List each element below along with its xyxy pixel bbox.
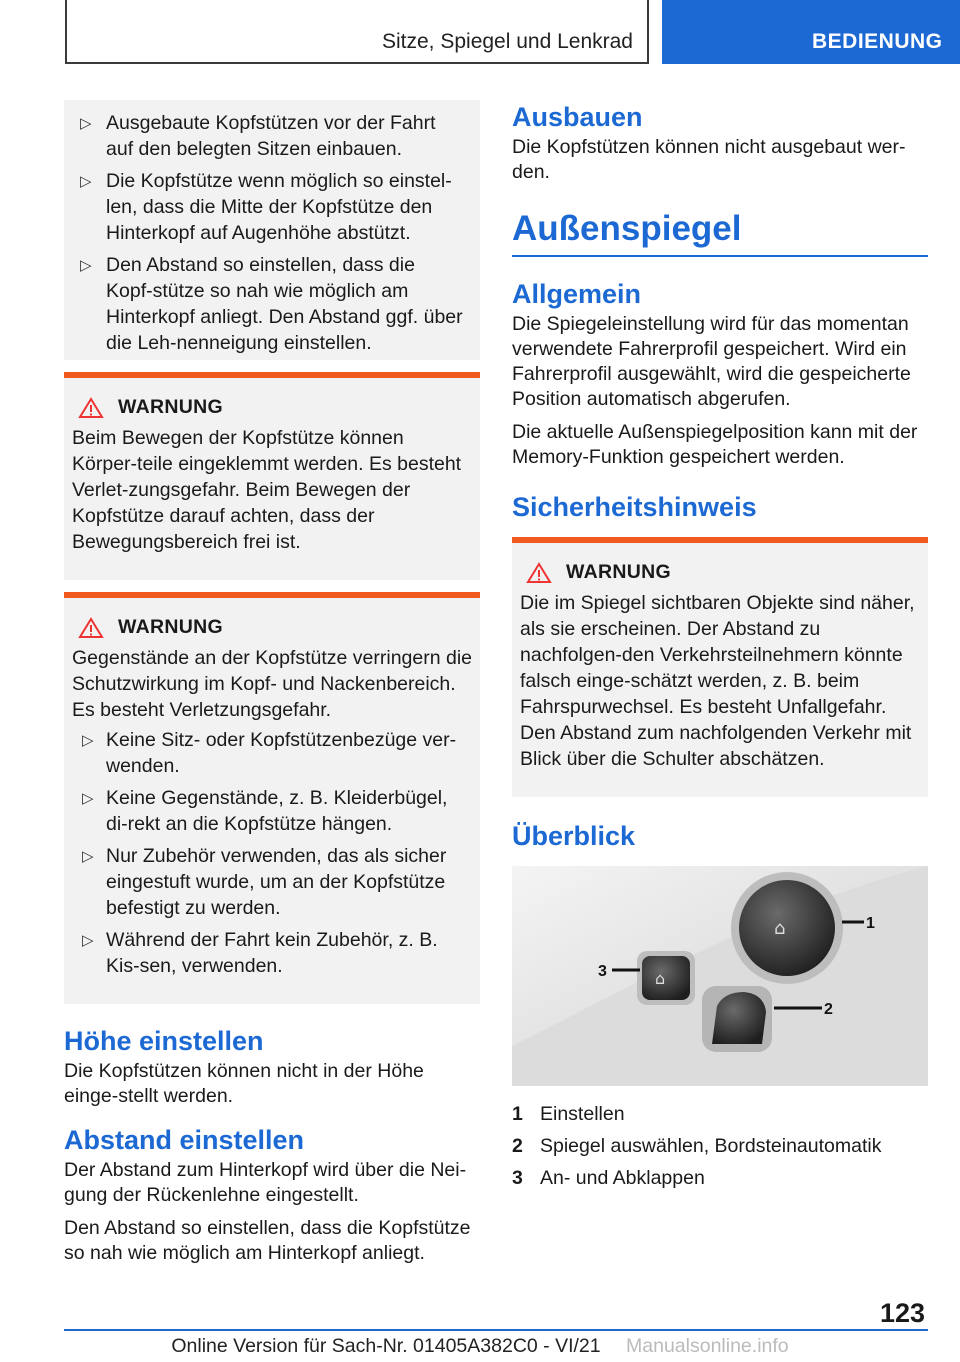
footer-divider xyxy=(64,1329,928,1331)
warning-triangle-icon xyxy=(78,617,104,639)
paragraph: Der Abstand zum Hinterkopf wird über die Nei‐gung der Rückenlehne eingestellt. xyxy=(64,1159,467,1206)
warning-heading: WARNUNG xyxy=(72,616,472,639)
section-heading-ueberblick: Überblick xyxy=(512,821,636,851)
left-column xyxy=(64,100,480,1266)
section-heading-sicherheit: Sicherheitshinweis xyxy=(512,492,757,522)
svg-text:⌂: ⌂ xyxy=(774,918,786,939)
footer xyxy=(0,1335,960,1358)
list-item: ▷ Keine Sitz- oder Kopfstützenbezüge ver‐wenden. xyxy=(82,729,457,777)
paragraph: Die Spiegeleinstellung wird für das momentan verwendete Fahrerprofil gespeichert. Wird ein Fahrerprofil ausgewählt, wird die gespeicherte Position automatisch abgerufen. xyxy=(512,313,911,410)
header-section-box xyxy=(65,0,649,64)
triangle-right-icon: ▷ xyxy=(82,790,94,807)
paragraph: Die Kopfstützen können nicht ausgebaut wer‐den. xyxy=(512,136,906,183)
mirror-switch-illustration xyxy=(512,866,928,1086)
paragraph: Die aktuelle Außenspiegelposition kann mit der Memory-Funktion gespeichert werden. xyxy=(512,421,918,468)
section-heading-allgemein: Allgemein xyxy=(512,279,642,309)
callout-1: 1 xyxy=(866,915,875,932)
triangle-right-icon: ▷ xyxy=(82,848,94,865)
warning-bullet-list xyxy=(72,727,472,979)
footer-watermark: Manualsonline.info xyxy=(626,1335,789,1357)
section-heading-abstand: Abstand einstellen xyxy=(64,1125,305,1155)
warning-text: Beim Bewegen der Kopfstütze können Körper‐teile eingeklemmt werden. Es besteht Verlet‐zungsgefahr. Beim Bewegen der Kopfstütze darauf achten, dass der Bewegungsbereich frei ist. xyxy=(72,427,462,553)
warning-triangle-icon xyxy=(526,562,552,584)
chapter-heading-aussenspiegel: Außenspiegel xyxy=(512,209,928,257)
paragraph: Die Kopfstützen können nicht in der Höhe einge‐stellt werden. xyxy=(64,1060,424,1107)
header-section-title: Sitze, Spiegel und Lenkrad xyxy=(381,30,633,53)
list-item: 3 An- und Abklappen xyxy=(512,1167,705,1189)
warning-heading: WARNUNG xyxy=(72,396,472,419)
warning-triangle-icon xyxy=(78,397,104,419)
section-heading-ausbauen: Ausbauen xyxy=(512,102,643,132)
list-item: 2 Spiegel auswählen, Bordsteinautomatik xyxy=(512,1135,882,1157)
footer-text: Online Version für Sach-Nr. 01405A382C0 - VI/21 xyxy=(171,1335,601,1357)
callout-3: 3 xyxy=(598,963,607,980)
triangle-right-icon: ▷ xyxy=(80,115,92,132)
warning-heading: WARNUNG xyxy=(520,561,920,584)
intro-bullet-box xyxy=(64,100,480,360)
list-item: ▷ Die Kopfstütze wenn möglich so einstel‐len, dass die Mitte der Kopfstütze den Hinterkopf auf Augenhöhe abstützt. xyxy=(80,170,452,244)
section-heading-hoehe: Höhe einstellen xyxy=(64,1026,264,1056)
header-chapter-box xyxy=(662,0,960,64)
list-item: ▷ Ausgebaute Kopfstützen vor der Fahrt auf den belegten Sitzen einbauen. xyxy=(80,112,436,160)
right-column xyxy=(512,100,928,1194)
list-item: 1 Einstellen xyxy=(512,1103,625,1125)
list-item: ▷ Während der Fahrt kein Zubehör, z. B. Kis‐sen, verwenden. xyxy=(82,929,438,977)
svg-text:⌂: ⌂ xyxy=(655,969,666,988)
warning-text: Gegenstände an der Kopfstütze verringern die Schutzwirkung im Kopf- und Nackenbereich. Es besteht Verletzungsgefahr. xyxy=(72,647,473,721)
paragraph: Den Abstand so einstellen, dass die Kopfstütze so nah wie möglich am Hinterkopf anliegt. xyxy=(64,1217,471,1264)
mirror-switch-figure xyxy=(512,866,928,1086)
list-item: ▷ Den Abstand so einstellen, dass die Kopf‐stütze so nah wie möglich am Hinterkopf anliegt. Den Abstand ggf. über die Leh‐nenneigung einstellen. xyxy=(80,254,463,354)
intro-bullet-list xyxy=(64,104,480,374)
warning-box xyxy=(512,537,928,797)
figure-legend xyxy=(512,1098,928,1194)
triangle-right-icon: ▷ xyxy=(80,257,92,274)
header-chapter-title: BEDIENUNG xyxy=(812,30,943,53)
triangle-right-icon: ▷ xyxy=(82,732,94,749)
warning-box xyxy=(64,592,480,1004)
triangle-right-icon: ▷ xyxy=(80,173,92,190)
warning-text: Die im Spiegel sichtbaren Objekte sind näher, als sie erscheinen. Der Abstand zu nachfolgen‐den Verkehrsteilnehmern könnte falsch einge‐schätzt werden, z. B. beim Fahrspurwechsel. Es besteht Unfallgefahr. Den Abstand zum nachfolgenden Verkehr mit Blick über die Schulter abschätzen. xyxy=(520,592,915,770)
callout-2: 2 xyxy=(824,1001,833,1018)
list-item: ▷ Nur Zubehör verwenden, das als sicher eingestuft wurde, um an der Kopfstütze befestigt zu werden. xyxy=(82,845,447,919)
page-number: 123 xyxy=(880,1298,926,1328)
list-item: ▷ Keine Gegenstände, z. B. Kleiderbügel, di‐rekt an die Kopfstütze hängen. xyxy=(82,787,448,835)
warning-box xyxy=(64,372,480,580)
triangle-right-icon: ▷ xyxy=(82,932,94,949)
